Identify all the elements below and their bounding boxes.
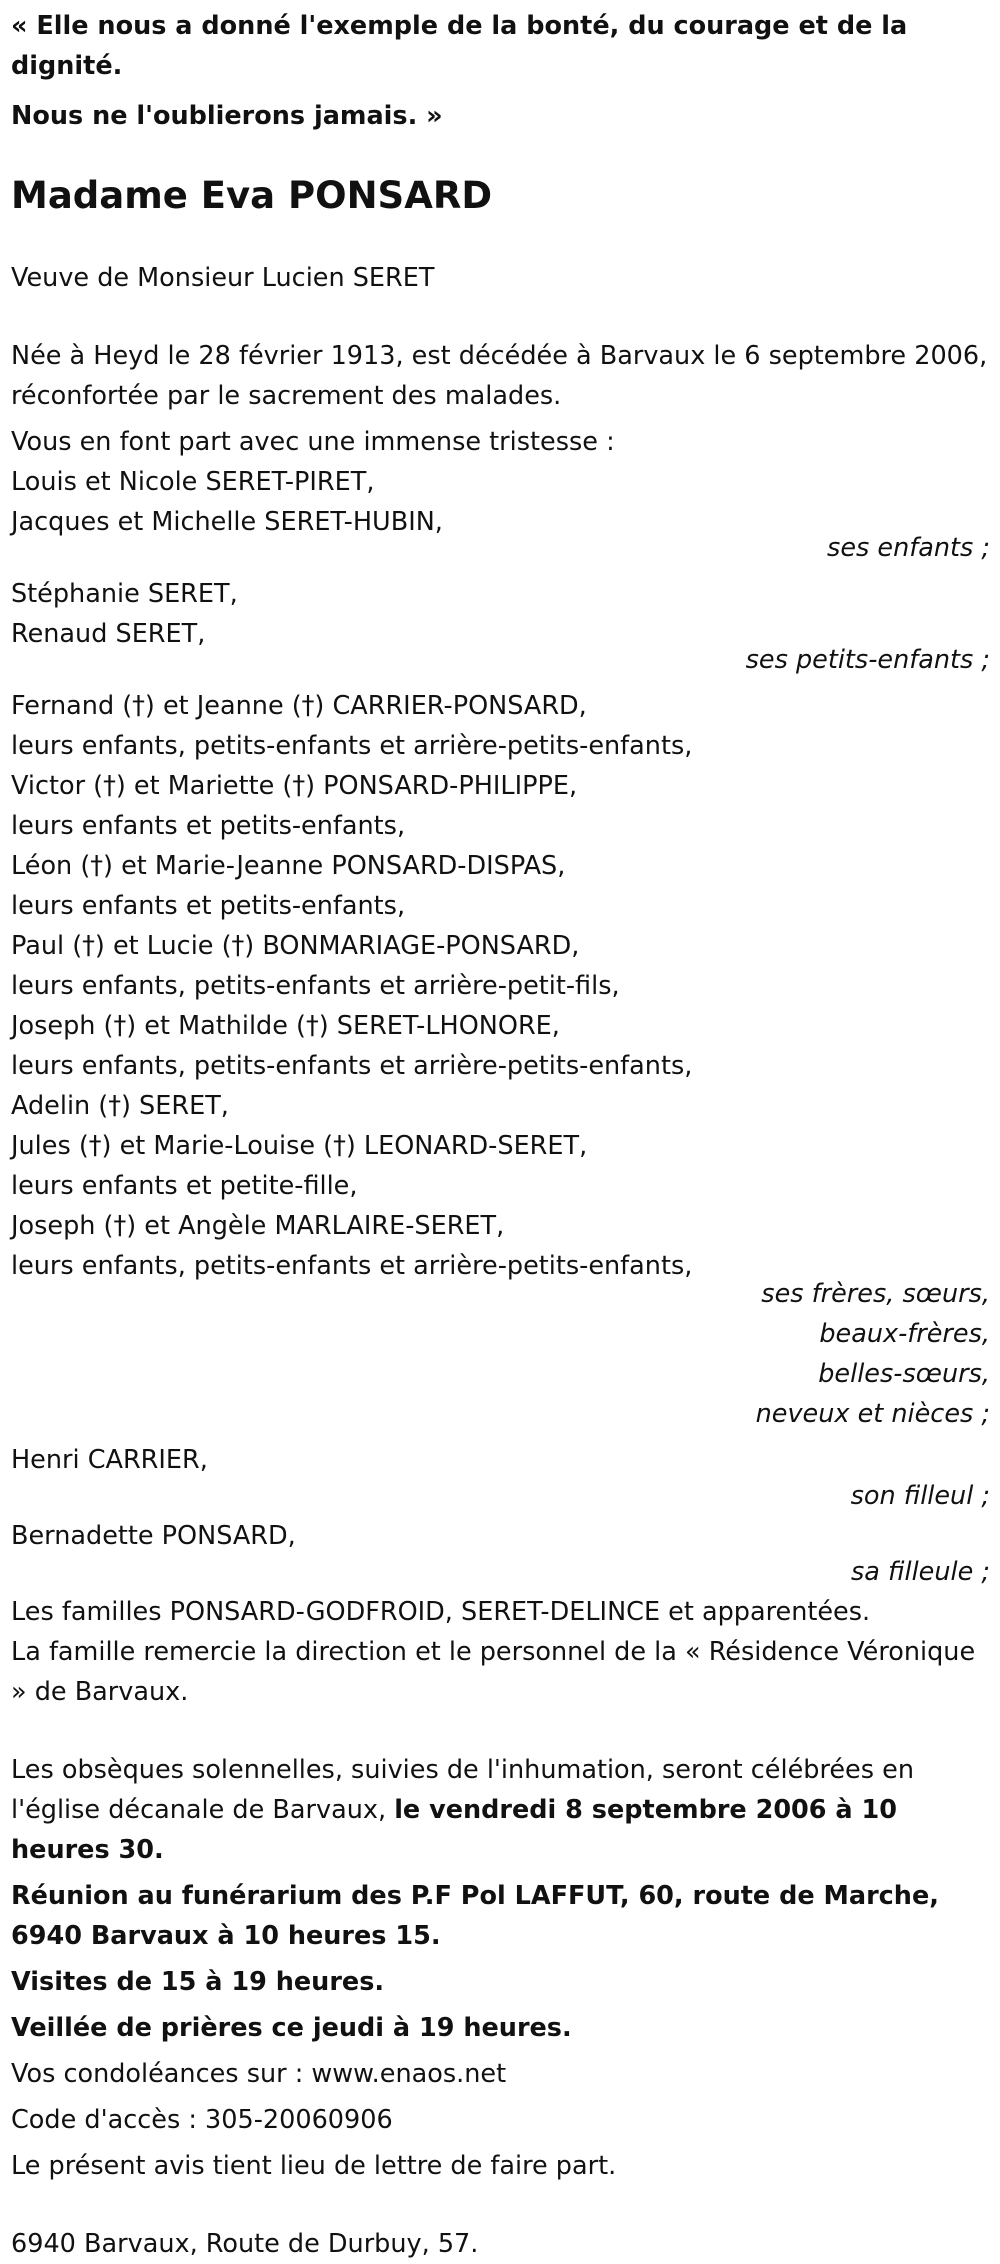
sibling-line: Victor (†) et Mariette (†) PONSARD-PHILIPPE, — [11, 771, 578, 801]
meeting-line: Réunion au funérarium des P.F Pol LAFFUT, 60, route de Marche, 6940 Barvaux à 10 heures 15. — [11, 1881, 939, 1951]
goddaughter-label: sa filleule ; — [851, 1557, 990, 1587]
sibling-line: Fernand (†) et Jeanne (†) CARRIER-PONSARD, — [11, 691, 587, 721]
sibling-line: Jules (†) et Marie-Louise (†) LEONARD-SERET, — [11, 1131, 588, 1161]
thanks-line: La famille remercie la direction et le personnel de la « Résidence Véronique » de Barvaux. — [11, 1637, 976, 1707]
access-code-line: Code d'accès : 305-20060906 — [11, 2105, 393, 2135]
birth-death-text: Née à Heyd le 28 février 1913, est décédée à Barvaux le 6 septembre 2006, réconfortée par le sacrement des malades. — [11, 341, 988, 411]
widow-of: Veuve de Monsieur Lucien SERET — [11, 263, 435, 293]
sibling-line: Adelin (†) SERET, — [11, 1091, 229, 1121]
sibling-line: Paul (†) et Lucie (†) BONMARIAGE-PONSARD, — [11, 931, 580, 961]
sibling-line: leurs enfants et petits-enfants, — [11, 811, 406, 841]
sibling-line: Joseph (†) et Mathilde (†) SERET-LHONORE, — [11, 1011, 560, 1041]
godson-group — [11, 1440, 990, 1516]
sibling-line: Joseph (†) et Angèle MARLAIRE-SERET, — [11, 1211, 505, 1241]
godson-name: Henri CARRIER, — [11, 1445, 208, 1475]
address-line: 6940 Barvaux, Route de Durbuy, 57. — [11, 2229, 479, 2259]
goddaughter-name: Bernadette PONSARD, — [11, 1521, 296, 1551]
grandchild-line: Stéphanie SERET, — [11, 579, 238, 609]
child-line: Jacques et Michelle SERET-HUBIN, — [11, 507, 443, 537]
sibling-line: leurs enfants, petits-enfants et arrière-petit-fils, — [11, 971, 620, 1001]
quote-line-2: Nous ne l'oublierons jamais. » — [11, 101, 443, 131]
sibling-line: leurs enfants et petite-fille, — [11, 1171, 358, 1201]
funeral-text: Les obsèques solennelles, suivies de l'inhumation, seront célébrées en l'église décanale de Barvaux, — [11, 1755, 914, 1825]
grandchildren-label: ses petits-enfants ; — [745, 645, 990, 675]
children-label: ses enfants ; — [827, 533, 990, 563]
condolences-line: Vos condoléances sur : www.enaos.net — [11, 2059, 507, 2089]
notice-line: Le présent avis tient lieu de lettre de faire part. — [11, 2151, 617, 2181]
sibling-line: Léon (†) et Marie-Jeanne PONSARD-DISPAS, — [11, 851, 566, 881]
sibling-line: leurs enfants, petits-enfants et arrière-petits-enfants, — [11, 1051, 693, 1081]
siblings-group — [11, 686, 990, 1434]
sibling-line: leurs enfants et petits-enfants, — [11, 891, 406, 921]
goddaughter-group — [11, 1516, 990, 1592]
sibling-line: leurs enfants, petits-enfants et arrière-petits-enfants, — [11, 731, 693, 761]
funeral-date: le vendredi 8 septembre 2006 à 10 heures 30. — [11, 1795, 897, 1865]
siblings-label: ses frères, sœurs, beaux-frères, belles-sœurs, neveux et nièces ; — [755, 1279, 990, 1429]
vigil-line: Veillée de prières ce jeudi à 19 heures. — [11, 2013, 572, 2043]
announcement-intro: Vous en font part avec une immense tristesse : — [11, 427, 615, 457]
funeral-paragraph — [11, 1750, 990, 1870]
child-line: Louis et Nicole SERET-PIRET, — [11, 467, 375, 497]
sibling-line: leurs enfants, petits-enfants et arrière-petits-enfants, — [11, 1251, 693, 1281]
quote-line-1: « Elle nous a donné l'exemple de la bonté, du courage et de la dignité. — [11, 11, 908, 81]
children-group — [11, 462, 990, 568]
godson-label: son filleul ; — [850, 1481, 990, 1511]
visits-line: Visites de 15 à 19 heures. — [11, 1967, 385, 1997]
grandchildren-group — [11, 574, 990, 680]
deceased-name: Madame Eva PONSARD — [11, 174, 493, 217]
families-line: Les familles PONSARD-GODFROID, SERET-DELINCE et apparentées. — [11, 1597, 871, 1627]
grandchild-line: Renaud SERET, — [11, 619, 206, 649]
